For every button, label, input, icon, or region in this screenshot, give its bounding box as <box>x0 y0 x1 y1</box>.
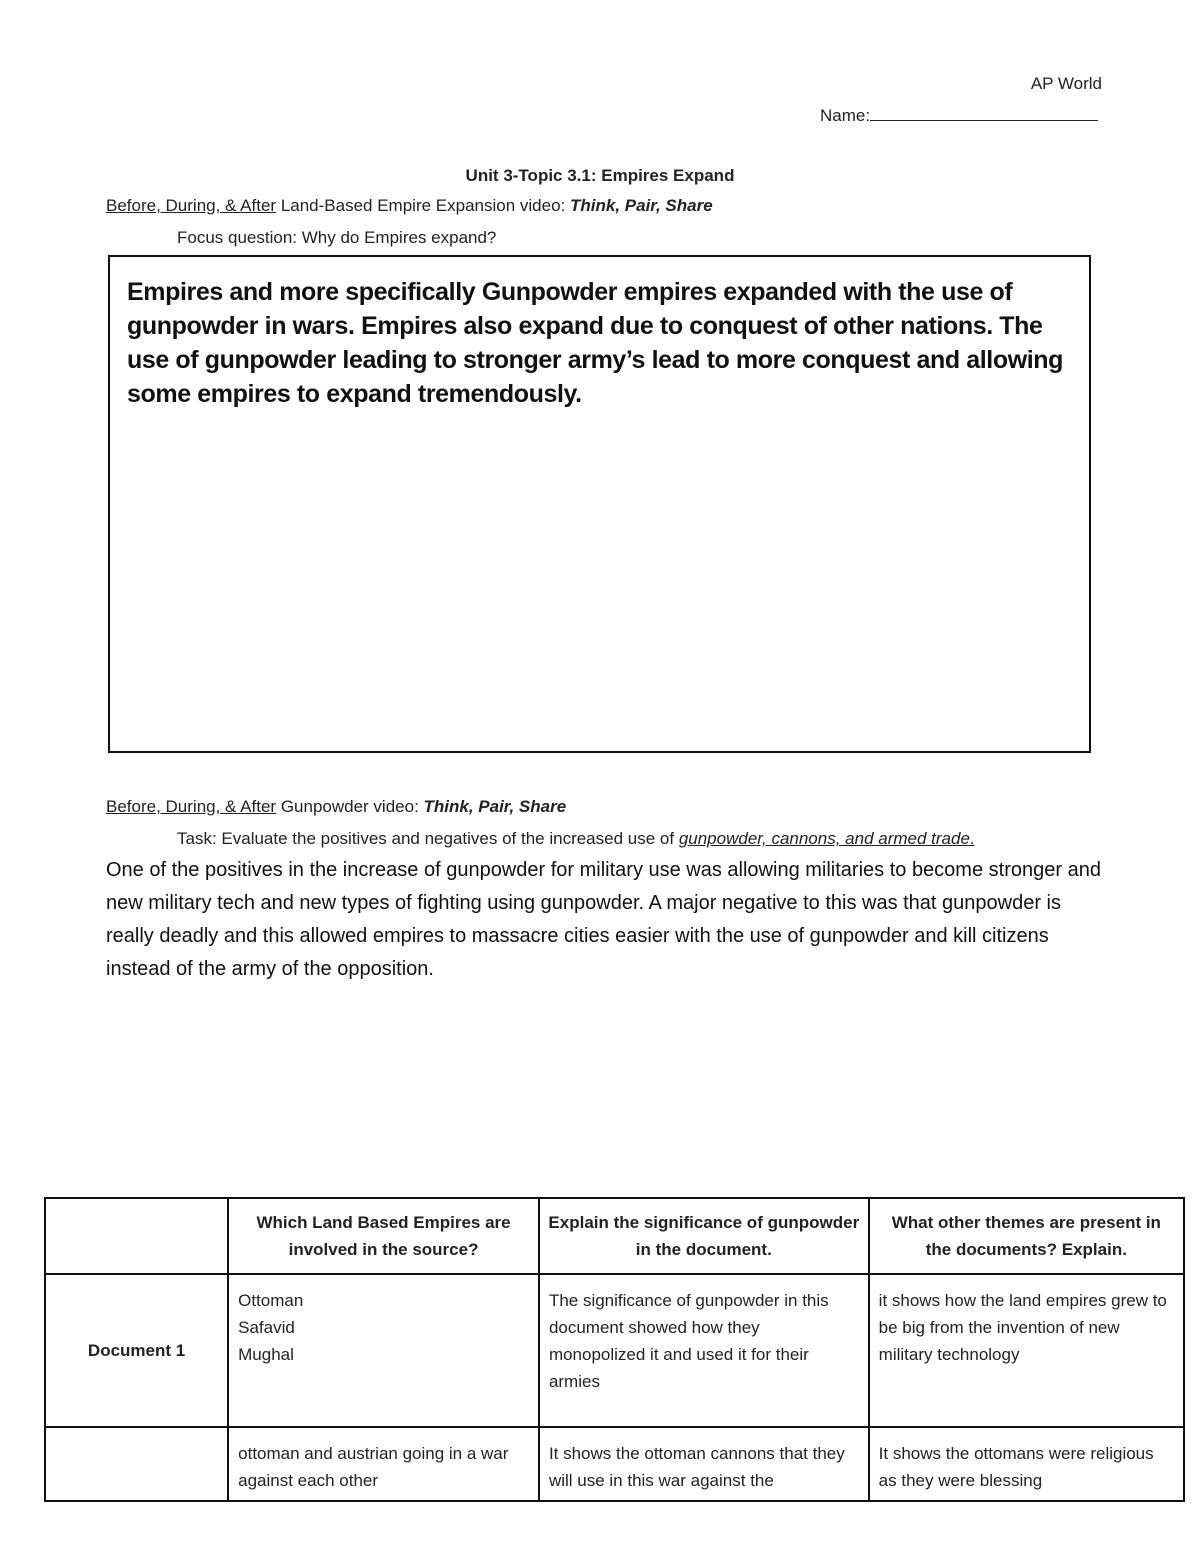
header-empires: Which Land Based Empires are involved in the source? <box>228 1198 539 1274</box>
cell-empires[interactable] <box>228 1427 539 1501</box>
cell-themes[interactable] <box>869 1427 1184 1501</box>
task-instruction <box>177 829 975 849</box>
section1-middle: Land-Based Empire Expansion video: <box>276 196 570 215</box>
document-analysis-table <box>44 1197 1185 1502</box>
cell-themes-text: It shows the ottomans were religious as they were blessing <box>878 1444 1154 1490</box>
cell-empires-text: Ottoman Safavid Mughal <box>238 1291 304 1364</box>
cell-significance[interactable] <box>539 1427 869 1501</box>
table-row <box>45 1274 1184 1427</box>
section2-middle: Gunpowder video: <box>276 797 424 816</box>
name-blank-line[interactable] <box>870 104 1098 121</box>
cell-significance-text: It shows the ottoman cannons that they will use in this war against the <box>548 1444 845 1490</box>
name-label: Name: <box>820 106 871 125</box>
section1-emphasis: Think, Pair, Share <box>570 196 713 215</box>
table-row <box>45 1427 1184 1501</box>
cell-significance[interactable] <box>539 1274 869 1427</box>
section2-prefix: Before, During, & After <box>106 797 277 816</box>
focus-answer-text: Empires and more specifically Gunpowder empires expanded with the use of gunpowder in wars. Empires also expand due to conquest of other nations. The use of gunpowder leading to stronger army’s lead to more conquest and allowing some empires to expand tremendously. <box>127 278 1064 408</box>
focus-question: Focus question: Why do Empires expand? <box>177 228 497 247</box>
row-label-document-2 <box>45 1427 228 1501</box>
name-field[interactable] <box>820 104 1098 126</box>
cell-significance-text: The significance of gunpowder in this document showed how they monopolized it and used it for their armies <box>548 1291 829 1391</box>
section2-emphasis: Think, Pair, Share <box>423 797 567 816</box>
section2-heading <box>106 797 566 817</box>
task-topic-link: gunpowder, cannons, and armed trade <box>678 829 970 848</box>
cell-empires[interactable] <box>228 1274 539 1427</box>
task-prefix: Task: Evaluate the positives and negatives of the increased use of <box>177 829 679 848</box>
header-themes: What other themes are present in the documents? Explain. <box>869 1198 1184 1274</box>
cell-themes[interactable] <box>869 1274 1184 1427</box>
cell-empires-text: ottoman and austrian going in a war against each other <box>238 1444 509 1490</box>
task-suffix: . <box>969 829 975 848</box>
section1-heading <box>106 196 713 216</box>
page-title: Unit 3-Topic 3.1: Empires Expand <box>465 166 735 185</box>
course-label: AP World <box>1030 74 1102 93</box>
section1-prefix: Before, During, & After <box>106 196 277 215</box>
task-answer-text: One of the positives in the increase of gunpowder for military use was allowing militaries to become stronger and new military tech and new types of fighting using gunpowder. A major negative to this was that gunpowder is really deadly and this allowed empires to massacre cities easier with the use of gunpowder and kill citizens instead of the army of the opposition. <box>106 859 1101 980</box>
table-header-row <box>45 1198 1184 1274</box>
header-cell-blank <box>45 1198 228 1274</box>
focus-answer-box[interactable] <box>108 255 1091 753</box>
header-significance: Explain the significance of gunpowder in the document. <box>539 1198 869 1274</box>
row-label-document-1: Document 1 <box>45 1274 228 1427</box>
cell-themes-text: it shows how the land empires grew to be big from the invention of new military technology <box>878 1291 1167 1364</box>
